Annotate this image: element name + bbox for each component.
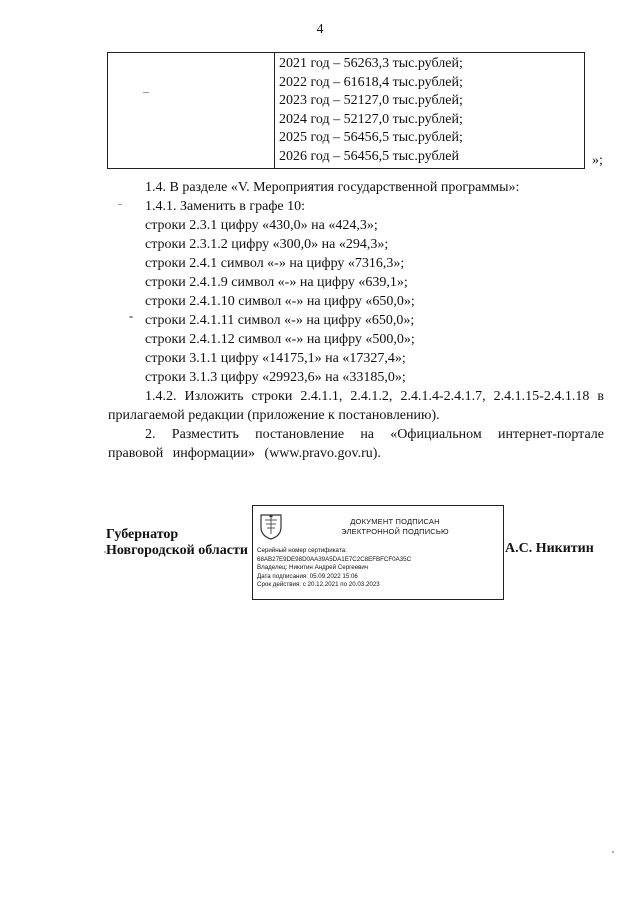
scan-speck	[104, 551, 106, 553]
stamp-cert-number: 68AB27E9DE98D0AA39A5DA1E7C2C8EFBFCF0A35C	[257, 555, 412, 563]
electronic-signature-stamp	[252, 505, 504, 600]
scan-speck	[143, 92, 149, 93]
stamp-validity: Срок действия: с 20.12.2021 по 20.03.2023	[257, 581, 380, 589]
funding-year-2024: 2024 год – 52127,0 тыс.рублей;	[279, 111, 463, 127]
governor-title	[106, 527, 248, 559]
scan-speck	[118, 204, 122, 205]
funding-table	[107, 52, 585, 169]
governor-title-line1: Губернатор	[106, 527, 179, 542]
replacement-row: строки 2.4.1.11 символ «-» на цифру «650,0»;	[145, 313, 415, 328]
stamp-heading	[295, 517, 495, 537]
paragraph-1-4-2: 1.4.2. Изложить строки 2.4.1.1, 2.4.1.2, 2.4.1.4-2.4.1.7, 2.4.1.15-2.4.1.18 в прилагаемой редакции (приложение к постановлению).	[108, 389, 604, 423]
paragraph-1-4-1: 1.4.1. Заменить в графе 10:	[145, 199, 306, 214]
replacement-row: строки 2.4.1 символ «-» на цифру «7316,3»;	[145, 256, 405, 271]
stamp-sign-date: Дата подписания: 05.09.2022 15:06	[257, 572, 358, 580]
replacement-row: строки 2.3.1.2 цифру «300,0» на «294,3»;	[145, 237, 389, 252]
funding-year-2021: 2021 год – 56263,3 тыс.рублей;	[279, 56, 463, 71]
replacement-row: строки 3.1.1 цифру «14175,1» на «17327,4»;	[145, 351, 406, 366]
replacement-row: строки 3.1.3 цифру «29923,6» на «33185,0»;	[145, 370, 406, 385]
scan-speck	[129, 316, 133, 318]
replacement-row: строки 2.4.1.9 символ «-» на цифру «639,1»;	[145, 275, 408, 290]
stamp-owner: Владелец: Никитин Андрей Сергеевич	[257, 564, 369, 572]
funding-year-2022: 2022 год – 61618,4 тыс.рублей;	[279, 74, 463, 90]
stamp-details	[257, 547, 411, 590]
replacement-row: строки 2.4.1.10 символ «-» на цифру «650,0»;	[145, 294, 415, 309]
document-body	[108, 178, 604, 463]
stamp-cert-label: Серийный номер сертификата:	[257, 547, 347, 554]
funding-year-2026: 2026 год – 56456,5 тыс.рублей	[279, 148, 459, 164]
paragraph-2: 2. Разместить постановление на «Официальном интернет-портале правовой информации» (www.pravo.gov.ru).	[108, 427, 604, 461]
governor-title-line2: Новгородской области	[106, 543, 248, 558]
replacement-row: строки 2.3.1 цифру «430,0» на «424,3»;	[145, 218, 378, 233]
table-closing-quote: »;	[592, 153, 603, 168]
stamp-heading-line2: ЭЛЕКТРОННОЙ ПОДПИСЬЮ	[341, 527, 449, 536]
funding-year-2025: 2025 год – 56456,5 тыс.рублей;	[279, 130, 463, 145]
funding-table-values-cell	[275, 53, 585, 169]
funding-table-label-cell	[108, 53, 275, 169]
page-number: 4	[316, 22, 324, 37]
scan-speck	[612, 851, 614, 853]
funding-year-2023: 2023 год – 52127,0 тыс.рублей;	[279, 93, 463, 108]
paragraph-1-4: 1.4. В разделе «V. Мероприятия государственной программы»:	[145, 180, 520, 195]
coat-of-arms-icon	[259, 512, 283, 540]
replacement-row: строки 2.4.1.12 символ «-» на цифру «500,0»;	[145, 332, 415, 347]
stamp-heading-line1: ДОКУМЕНТ ПОДПИСАН	[350, 517, 440, 526]
signer-name: А.С. Никитин	[505, 541, 594, 556]
